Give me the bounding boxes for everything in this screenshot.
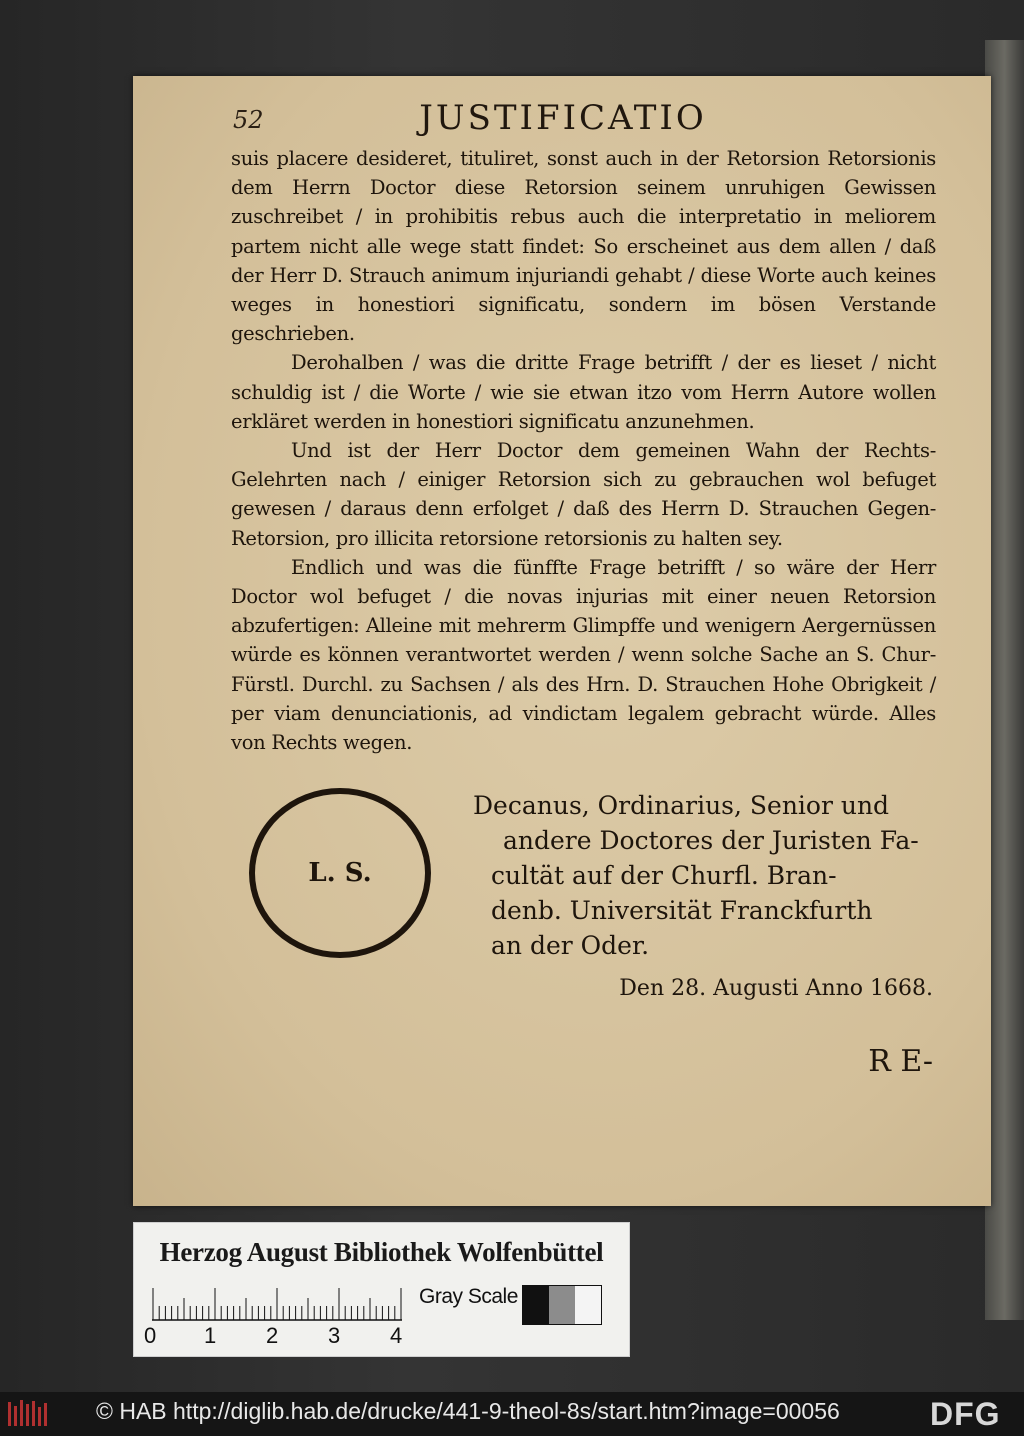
signature-line: an der Oder.: [491, 931, 650, 960]
signature-line: Decanus, Ordinarius, Senior und: [473, 791, 890, 820]
color-scale-card: [133, 1222, 630, 1357]
page-number: 52: [233, 106, 264, 134]
ruler-numbers: [144, 1323, 424, 1351]
gray-swatches: [522, 1285, 602, 1325]
gray-scale-label: Gray Scale: [419, 1285, 518, 1308]
gray-swatch: [549, 1286, 575, 1324]
signature-line: denb. Universität Franckfurth: [491, 896, 873, 925]
seal-circle: [249, 788, 431, 958]
ruler-number: 3: [328, 1323, 341, 1348]
running-head: JUSTIFICATIO: [419, 98, 707, 138]
dfg-logo: DFG: [930, 1396, 1001, 1432]
signature-line: cultät auf der Churfl. Bran-: [491, 861, 837, 890]
hab-logo-icon: [6, 1398, 48, 1430]
gray-swatch: [523, 1286, 549, 1324]
footer-bar: [0, 1392, 1024, 1436]
date-line: Den 28. Augusti Anno 1668.: [619, 976, 933, 1001]
paragraph: Derohalben / was die dritte Frage betrifft / der es lieset / nicht schuldig ist / die Worte / wie sie etwan itzo vom Herrn Autore wollen erkläret werden in honestiori significatu anzunehmen.: [231, 351, 936, 433]
gray-swatch: [575, 1286, 601, 1324]
seal-text: L. S.: [308, 858, 372, 888]
catchword: R E-: [868, 1044, 933, 1079]
paragraph: Endlich und was die fünffte Frage betrifft / so wäre der Herr Doctor wol befuget / die novas injurias mit einer neuen Retorsion abzufertigen: Alleine mit mehrerm Glimpffe und wenigern Aergernüssen würde es können verantwortet werden / wenn solche Sache an S. Chur-Fürstl. Durchl. zu Sachsen / als des Hrn. D. Strauchen Hohe Obrigkeit / per viam denunciationis, ad vindictam legalem gebracht würde. Alles von Rechts wegen.: [231, 555, 936, 755]
signature-line: andere Doctores der Juristen Fa-: [503, 826, 919, 855]
paragraph: Und ist der Herr Doctor dem gemeinen Wahn der Rechts-Gelehrten nach / einiger Retorsion sich zu gebrauchen wol befuget gewesen / daraus denn erfolget / daß des Herrn D. Strauchen Gegen-Retorsion, pro illicita retorsione retorsionis zu halten sey.: [231, 439, 936, 550]
ruler-number: 0: [144, 1323, 157, 1348]
body-text: [231, 144, 936, 757]
ruler-number: 2: [266, 1323, 279, 1348]
document-page: [133, 76, 991, 1206]
library-title: Herzog August Bibliothek Wolfenbüttel: [159, 1237, 604, 1267]
paragraph: suis placere desideret, tituliret, sonst auch in der Retorsion Retorsionis dem Herrn Doctor diese Retorsion seinem unruhigen Gewissen zuschreibet / in prohibitis rebus auch die interpretatio in meliorem partem nicht alle wege statt findet: So erscheinet aus dem allen / daß der Herr D. Strauch animum injuriandi gehabt / diese Worte auch keines weges in honestiori significatu, sondern im bösen Verstande geschrieben.: [231, 147, 936, 346]
ruler-number: 4: [390, 1323, 403, 1348]
copyright-url: © HAB http://diglib.hab.de/drucke/441-9-theol-8s/start.htm?image=00056: [96, 1398, 840, 1424]
ruler: [152, 1287, 404, 1321]
signature-block: [473, 788, 938, 963]
ruler-number: 1: [204, 1323, 217, 1348]
